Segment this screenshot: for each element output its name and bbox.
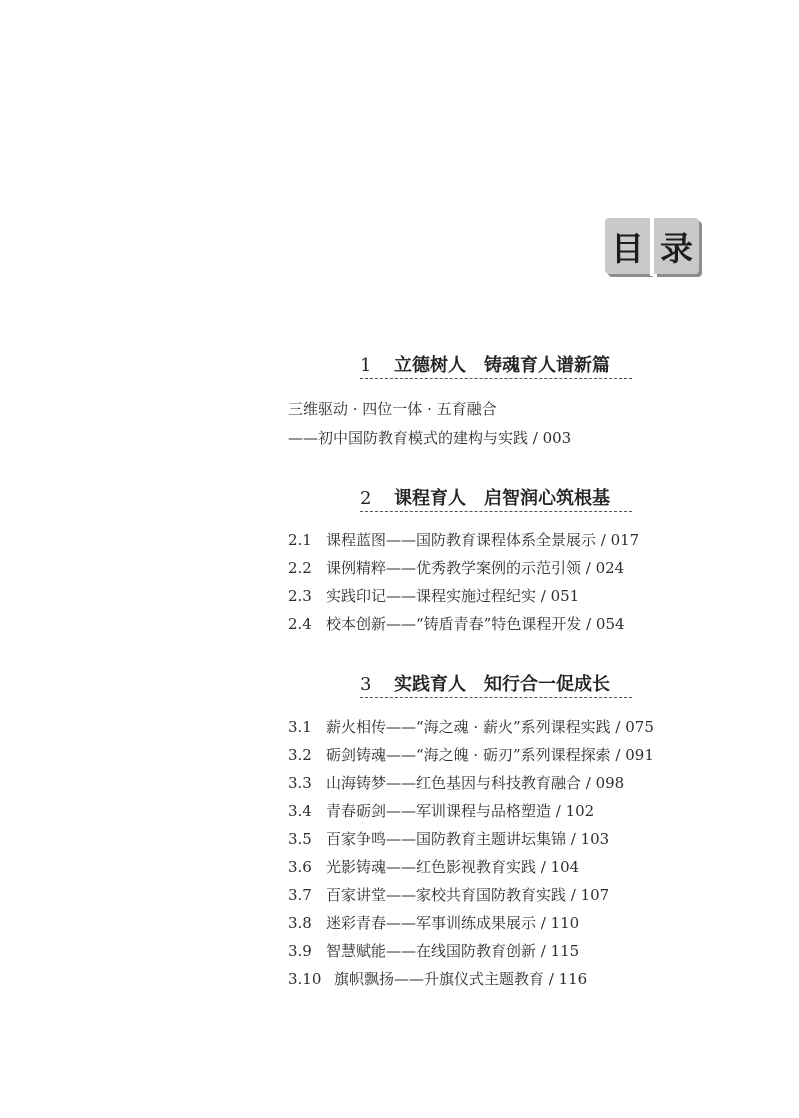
- entry-number: 3.6: [288, 858, 312, 876]
- entry-number: 3.7: [288, 886, 312, 904]
- entry-text: 校本创新——“铸盾青春”特色课程开发 / 054: [326, 615, 625, 633]
- entry-text: 百家争鸣——国防教育主题讲坛集锦 / 103: [326, 830, 610, 848]
- entry-text: ——初中国防教育模式的建构与实践 / 003: [288, 429, 572, 447]
- toc-entry-3-6[interactable]: [288, 857, 579, 877]
- entry-text: 实践印记——课程实施过程纪实 / 051: [326, 587, 580, 605]
- entry-number: 3.4: [288, 802, 312, 820]
- section-2-title: 课程育人 启智润心筑根基: [394, 488, 610, 509]
- section-3-header: [360, 670, 632, 698]
- entry-number: 3.8: [288, 914, 312, 932]
- toc-entry-3-7[interactable]: [288, 885, 609, 905]
- toc-entry-3-2[interactable]: [288, 745, 654, 765]
- entry-number: 3.10: [288, 970, 322, 988]
- toc-entry-2-4[interactable]: [288, 614, 625, 634]
- entry-text: 薪火相传——“海之魂 · 薪火”系列课程实践 / 075: [326, 718, 654, 736]
- entry-text: 旗帜飘扬——升旗仪式主题教育 / 116: [334, 970, 588, 988]
- toc-entry-3-10[interactable]: [288, 969, 587, 989]
- toc-entry-2-3[interactable]: [288, 586, 579, 606]
- toc-entry-3-4[interactable]: [288, 801, 594, 821]
- section-1-number: 1: [360, 355, 372, 376]
- section-1-dashed-rule: [360, 378, 632, 379]
- entry-text: 智慧赋能——在线国防教育创新 / 115: [326, 942, 580, 960]
- entry-number: 3.9: [288, 942, 312, 960]
- entry-number: 2.3: [288, 587, 312, 605]
- entry-text: 百家讲堂——家校共育国防教育实践 / 107: [326, 886, 610, 904]
- entry-text: 课例精粹——优秀教学案例的示范引领 / 024: [326, 559, 625, 577]
- entry-text: 三维驱动 · 四位一体 · 五育融合: [288, 400, 497, 418]
- entry-text: 山海铸梦——红色基因与科技教育融合 / 098: [326, 774, 625, 792]
- toc-heading-char-1: 目: [605, 218, 650, 274]
- section-2-header: [360, 484, 632, 512]
- toc-entry-3-1[interactable]: [288, 717, 654, 737]
- entry-number: 2.4: [288, 615, 312, 633]
- entry-text: 光影铸魂——红色影视教育实践 / 104: [326, 858, 580, 876]
- entry-number: 3.3: [288, 774, 312, 792]
- section-1-entry-line-2[interactable]: [288, 428, 571, 448]
- toc-entry-2-2[interactable]: [288, 558, 624, 578]
- toc-entry-3-8[interactable]: [288, 913, 579, 933]
- entry-number: 3.1: [288, 718, 312, 736]
- entry-number: 3.5: [288, 830, 312, 848]
- section-3-number: 3: [360, 674, 372, 695]
- toc-entry-2-1[interactable]: [288, 530, 639, 550]
- entry-number: 2.2: [288, 559, 312, 577]
- section-1-header: [360, 351, 632, 379]
- entry-text: 青春砺剑——军训课程与品格塑造 / 102: [326, 802, 595, 820]
- toc-entry-3-9[interactable]: [288, 941, 579, 961]
- section-1-title: 立德树人 铸魂育人谱新篇: [394, 355, 610, 376]
- toc-entry-3-3[interactable]: [288, 773, 624, 793]
- section-2-number: 2: [360, 488, 372, 509]
- entry-number: 2.1: [288, 531, 312, 549]
- toc-heading-badge: [605, 218, 699, 278]
- section-3-title: 实践育人 知行合一促成长: [394, 674, 610, 695]
- section-1-entry-line-1[interactable]: [288, 399, 497, 419]
- toc-heading-char-2: 录: [654, 218, 699, 274]
- entry-text: 迷彩青春——军事训练成果展示 / 110: [326, 914, 580, 932]
- section-3-dashed-rule: [360, 697, 632, 698]
- toc-entry-3-5[interactable]: [288, 829, 609, 849]
- entry-text: 砺剑铸魂——“海之魄 · 砺刃”系列课程探索 / 091: [326, 746, 654, 764]
- entry-text: 课程蓝图——国防教育课程体系全景展示 / 017: [326, 531, 640, 549]
- entry-number: 3.2: [288, 746, 312, 764]
- section-2-dashed-rule: [360, 511, 632, 512]
